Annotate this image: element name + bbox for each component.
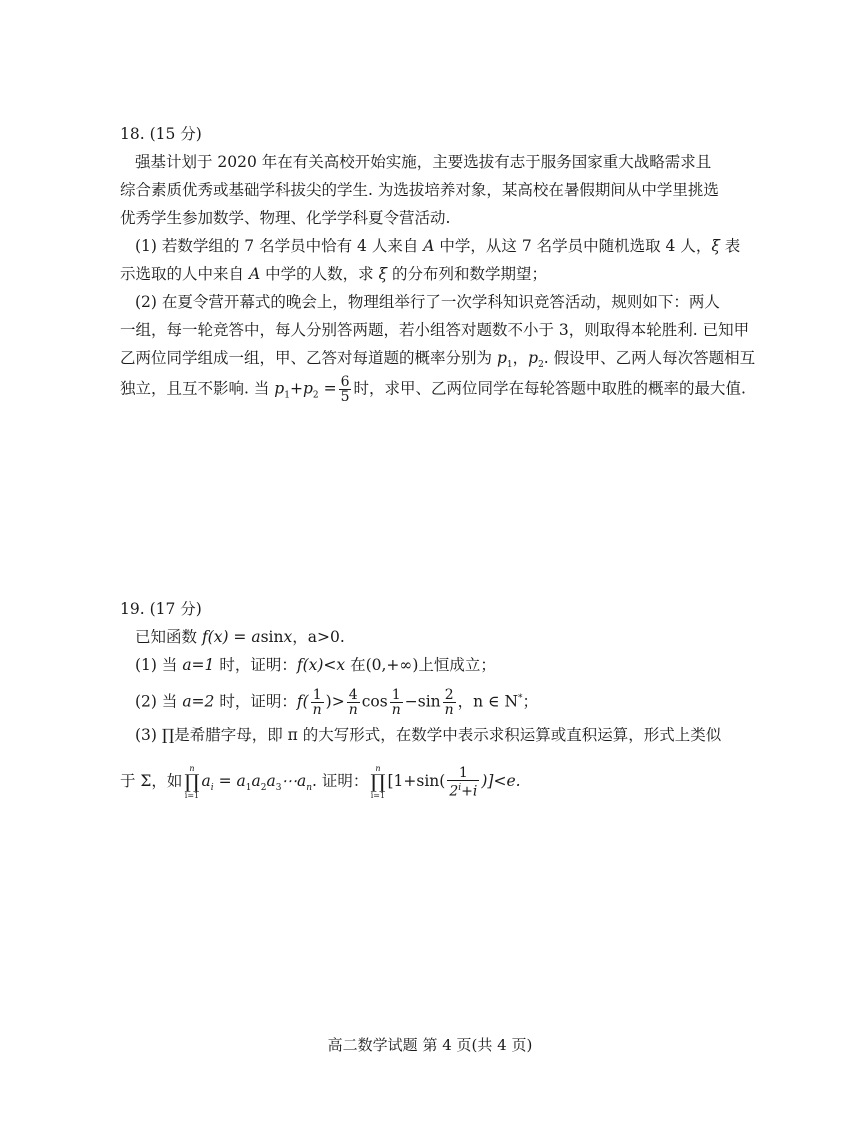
- q19-given: 已知函数 f(x) = asinx，a>0.: [135, 628, 345, 646]
- q18-part1-line-2: [120, 264, 547, 284]
- q18-part1-text-e: 中学的人数，求: [260, 265, 379, 283]
- q18-part1-text-d: 示选取的人中来自: [120, 265, 249, 283]
- product-operator: n ∏ i=1: [184, 764, 200, 800]
- fraction-one-over-n-2: $\frac{1}{n}$: [391, 687, 401, 718]
- q18-part1-text-a: (1) 若数学组的 7 名学员中恰有 4 人来自: [135, 237, 424, 255]
- q18-part1-text-c: 表: [719, 237, 741, 255]
- q19-part3-line-2: 于 Σ，如 n ∏ i=1 $a_i$ = $a_1a_2a_3\cdots a_n$. 证明： n ∏ i=1 [1+sin( $\frac{1}{2^i+i}$ )]<e.: [120, 764, 521, 800]
- q18-part2-line-3: 乙两位同学组成一组，甲、乙答对每道题的概率分别为 $p_1$，$p_2$. 假设甲、乙两人每次答题相互: [120, 349, 756, 371]
- q18-part2-text-d: 时，求甲、乙两位同学在每轮答题中取胜的概率的最大值.: [353, 379, 746, 398]
- q18-part2-line-4: 独立，且互不影响. 当 $p_1+p_2$ = $\frac{6}{5}$ 时，求甲、乙两位同学在每轮答题中取胜的概率的最大值.: [120, 374, 746, 405]
- var-A-2: A: [248, 265, 261, 283]
- var-xi: ξ: [711, 237, 720, 255]
- q19-part3-line-1: (3) ∏是希腊字母，即 π 的大写形式，在数学中表示求积运算或直积运算，形式上类似: [135, 726, 722, 744]
- q19-part2: (2) 当 a=2 时，证明：f( $\frac{1}{n}$ )> $\frac{4}{n}$ cos $\frac{1}{n}$ −sin $\frac{2}{n}$ ，n ∈ N*；: [135, 687, 539, 718]
- fraction-four-over-n: $\frac{4}{n}$: [348, 687, 358, 718]
- q19-heading: 19. (17 分): [120, 600, 202, 618]
- q18-part2-line-1: (2) 在夏令营开幕式的晚会上，物理组举行了一次学科知识竞答活动，规则如下：两人: [135, 293, 720, 311]
- q18-part2-line-2: 一组，每一轮竞答中，每人分别答两题，若小组答对题数不小于 3，则取得本轮胜利. 已知甲: [120, 321, 750, 339]
- q18-part1-text-f: 的分布列和数学期望；: [387, 265, 547, 283]
- q18-part2-text-a: 乙两位同学组成一组，甲、乙答对每道题的概率分别为: [120, 349, 497, 367]
- q18-heading: 18. (15 分): [120, 125, 202, 143]
- page-footer: 高二数学试题 第 4 页(共 4 页): [327, 1036, 533, 1054]
- fraction-six-fifths: $\frac{6}{5}$: [340, 374, 350, 405]
- q19-part1: (1) 当 a=1 时，证明：f(x)<x 在(0,+∞)上恒成立；: [135, 656, 496, 674]
- q18-intro-line-3: 优秀学生参加数学、物理、化学学科夏令营活动.: [120, 209, 451, 227]
- q18-intro-line-2: 综合素质优秀或基础学科拔尖的学生. 为选拔培养对象，某高校在暑假期间从中学里挑选: [120, 181, 719, 199]
- var-xi-2: ξ: [378, 265, 388, 283]
- fraction-two-over-n: $\frac{2}{n}$: [444, 687, 454, 718]
- q18-part2-text-c: 独立，且互不影响. 当: [120, 379, 275, 398]
- fraction-one-over-2i-plus-i: $\frac{1}{2^i+i}$: [449, 764, 478, 800]
- q18-part1-line-1: [135, 236, 740, 256]
- fraction-one-over-n: $\frac{1}{n}$: [312, 687, 322, 718]
- var-A: A: [423, 237, 435, 255]
- q18-intro-line-1: 强基计划于 2020 年在有关高校开始实施，主要选拔有志于服务国家重大战略需求且: [135, 153, 712, 171]
- q18-part1-text-b: 中学，从这 7 名学员中随机选取 4 人，: [439, 237, 712, 255]
- q18-part2-text-b: . 假设甲、乙两人每次答题相互: [543, 349, 756, 367]
- product-operator-2: n ∏ i=1: [370, 764, 386, 800]
